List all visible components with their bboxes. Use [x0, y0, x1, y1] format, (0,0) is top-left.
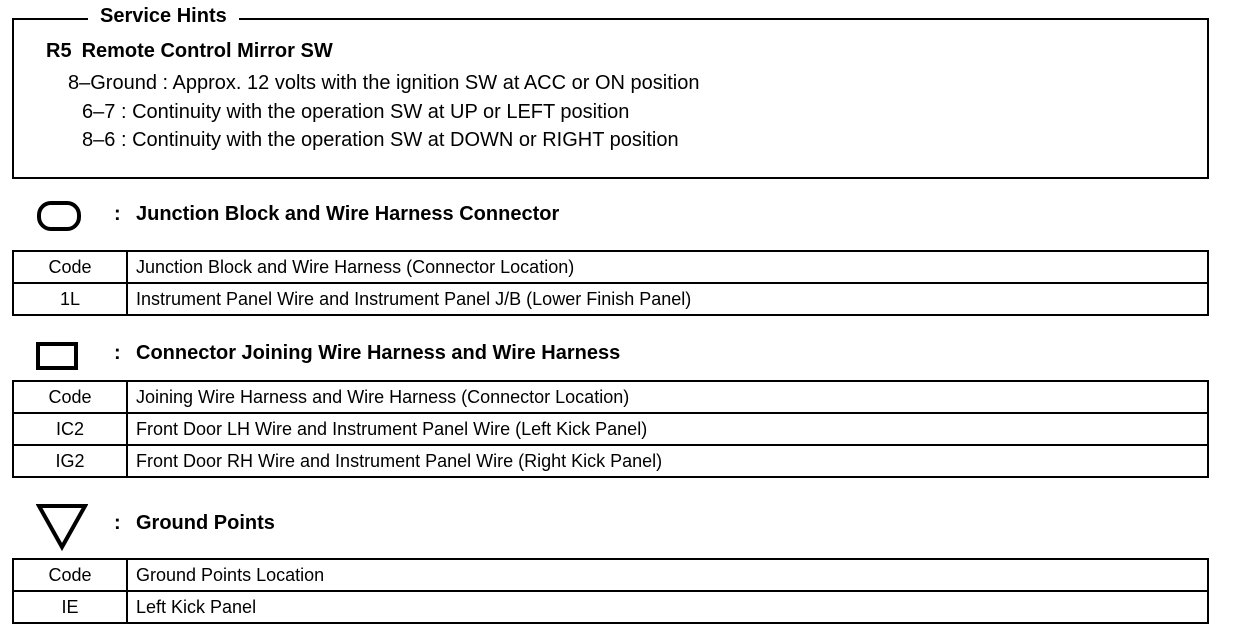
service-hint-line — [82, 99, 629, 125]
connector-section-title: Connector Joining Wire Harness and Wire Harness — [136, 342, 621, 364]
ground-section-title: Ground Points — [136, 512, 275, 534]
table-header-desc: Joining Wire Harness and Wire Harness (Connector Location) — [127, 381, 1208, 413]
section-colon: : — [114, 512, 121, 534]
table-header-row — [13, 559, 1208, 591]
table-cell-code: IE — [13, 591, 127, 623]
table-row — [13, 413, 1208, 445]
table-header-code: Code — [13, 559, 127, 591]
junction-table — [12, 250, 1209, 316]
connector-table — [12, 380, 1209, 478]
table-header-row — [13, 381, 1208, 413]
junction-section-heading — [36, 196, 1136, 240]
table-cell-desc: Front Door LH Wire and Instrument Panel Wire (Left Kick Panel) — [127, 413, 1208, 445]
table-cell-desc: Instrument Panel Wire and Instrument Panel J/B (Lower Finish Panel) — [127, 283, 1208, 315]
hint-text: Approx. 12 volts with the ignition SW at ACC or ON position — [172, 72, 700, 94]
table-cell-desc: Front Door RH Wire and Instrument Panel Wire (Right Kick Panel) — [127, 445, 1208, 477]
hint-text: Continuity with the operation SW at DOWN or RIGHT position — [132, 129, 679, 151]
hint-text: Continuity with the operation SW at UP or LEFT position — [132, 101, 630, 123]
service-hint-item-code: R5 — [46, 40, 72, 62]
service-hint-line — [82, 127, 679, 153]
service-hint-line — [68, 70, 699, 96]
service-hint-item-title — [46, 38, 333, 64]
ground-table — [12, 558, 1209, 624]
hint-terminals: 8–Ground — [68, 72, 157, 94]
table-cell-desc: Left Kick Panel — [127, 591, 1208, 623]
hint-terminals: 6–7 — [82, 101, 116, 123]
table-header-desc: Junction Block and Wire Harness (Connector Location) — [127, 251, 1208, 283]
table-row — [13, 283, 1208, 315]
table-header-code: Code — [13, 251, 127, 283]
triangle-down-icon — [36, 500, 88, 552]
service-hints-legend: Service Hints — [88, 4, 239, 28]
hint-separator: : — [162, 72, 169, 94]
section-colon: : — [114, 342, 121, 364]
hint-separator: : — [120, 129, 127, 151]
table-header-row — [13, 251, 1208, 283]
table-row — [13, 445, 1208, 477]
table-cell-code: IC2 — [13, 413, 127, 445]
table-header-desc: Ground Points Location — [127, 559, 1208, 591]
table-cell-code: 1L — [13, 283, 127, 315]
hint-separator: : — [120, 101, 127, 123]
table-header-code: Code — [13, 381, 127, 413]
hint-terminals: 8–6 — [82, 129, 116, 151]
section-colon: : — [114, 203, 121, 225]
connector-section-heading — [36, 334, 1136, 378]
rounded-rectangle-icon — [36, 200, 82, 234]
ground-section-heading — [36, 500, 1136, 544]
junction-section-title: Junction Block and Wire Harness Connector — [136, 203, 560, 225]
table-cell-code: IG2 — [13, 445, 127, 477]
rectangle-icon — [36, 340, 80, 372]
table-row — [13, 591, 1208, 623]
service-hint-item-name: Remote Control Mirror SW — [81, 40, 333, 62]
